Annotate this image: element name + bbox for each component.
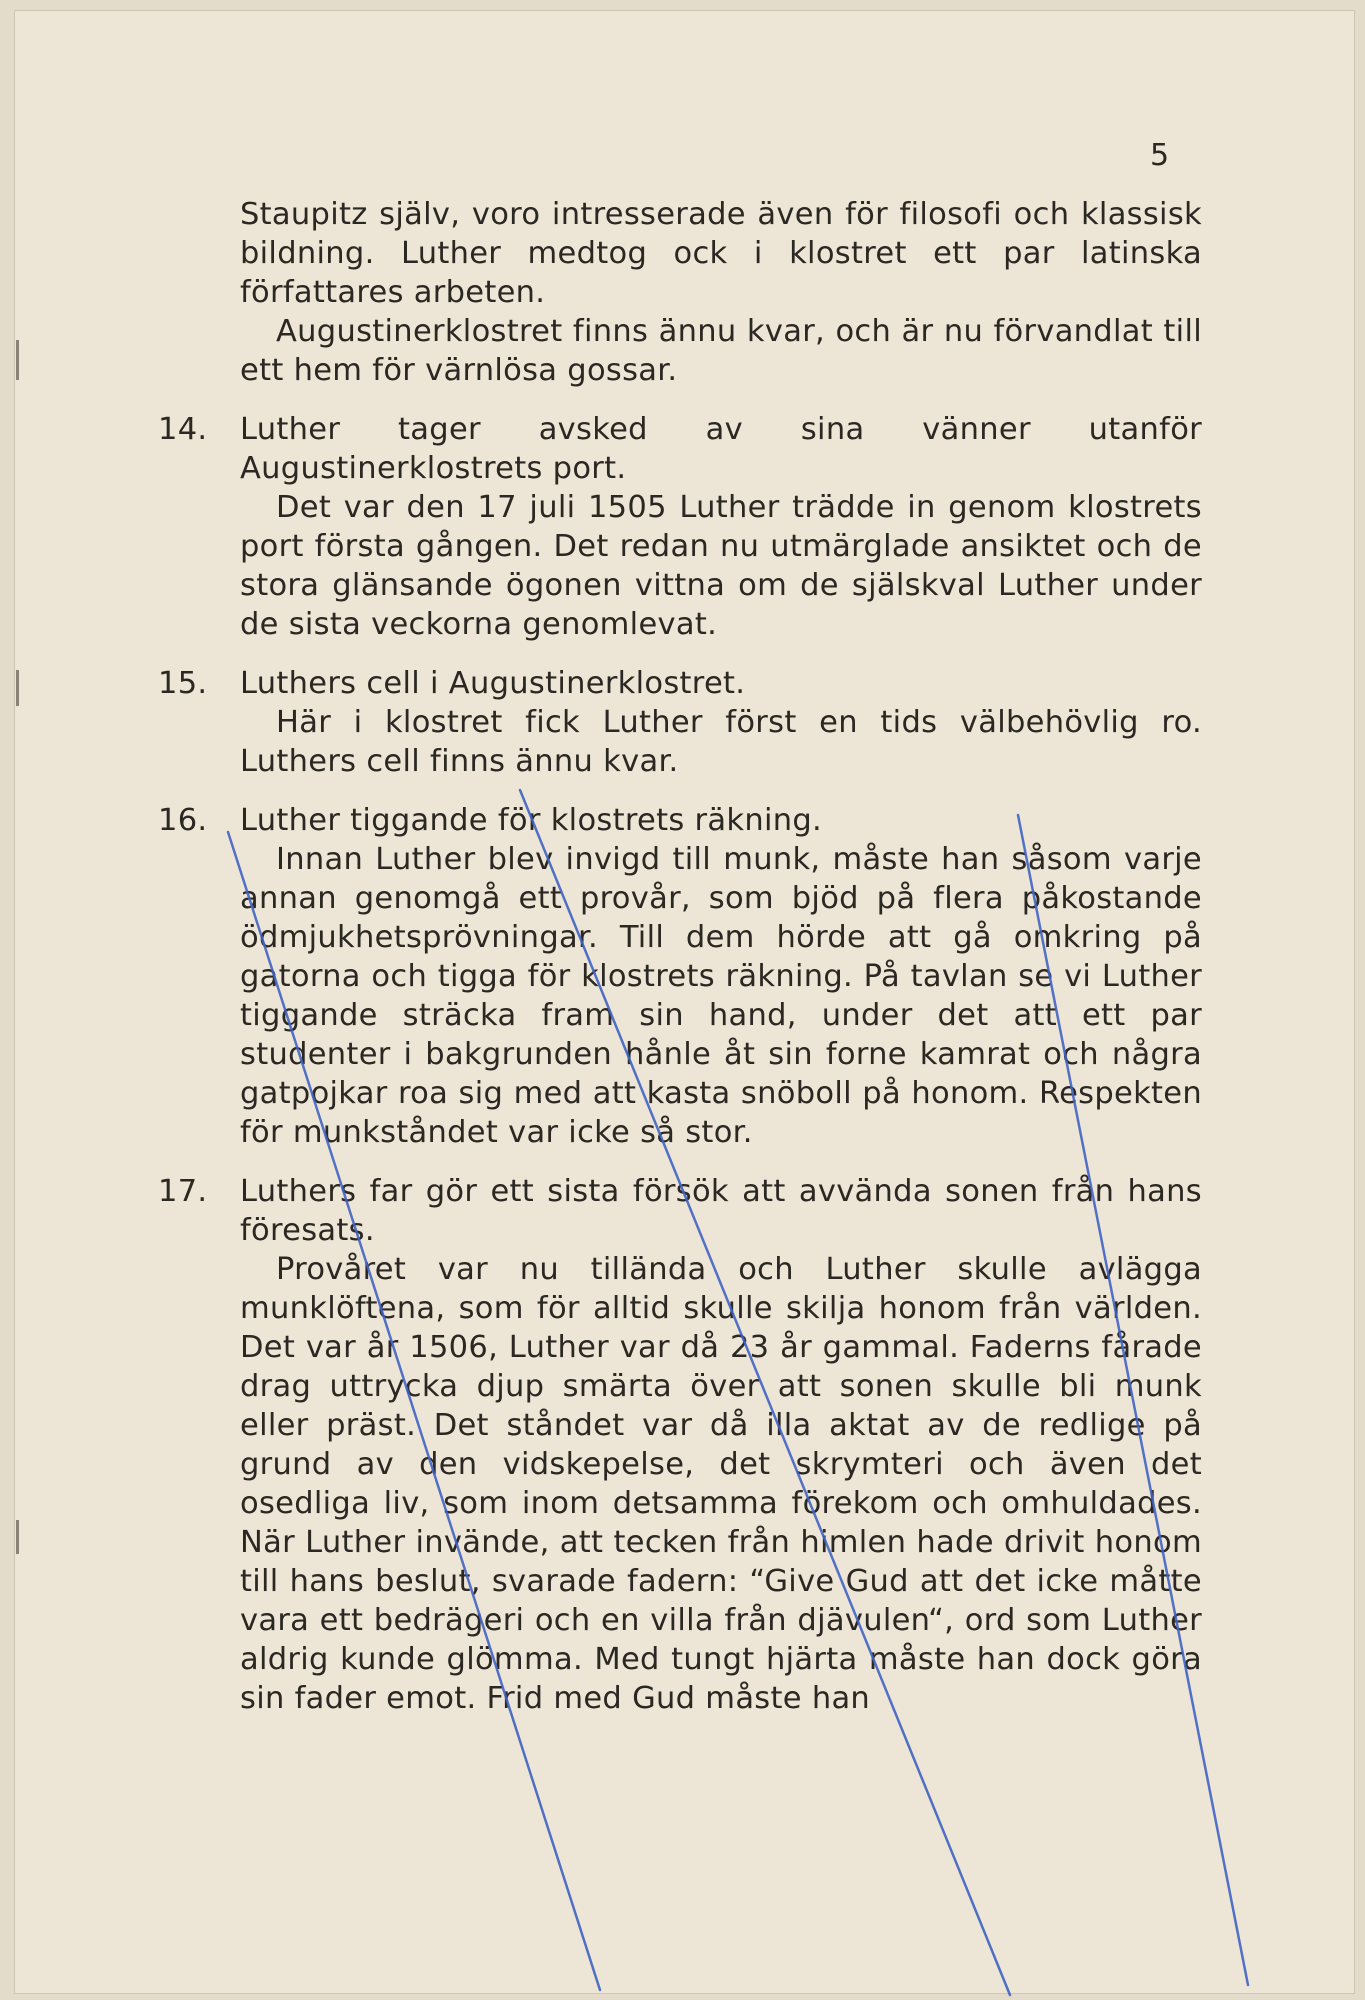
page-number: 5 [1150, 138, 1170, 173]
numbered-item [158, 664, 1202, 781]
page-text [158, 195, 1202, 1718]
item-title: Luther tiggande för klostrets räkning. [240, 803, 823, 838]
item-paragraph: Provåret var nu tillända och Luther skulle avlägga munklöftena, som för alltid skulle skilja honom från världen. Det var år 1506, Luther var då 23 år gammal. Faderns fårade drag uttrycka djup smärta över att sonen skulle bli munk eller präst. Det ståndet var då illa aktat av de redlige på grund av den vidskepelse, det skrymteri och även det osedliga liv, som inom detsamma förekom och omhuldades. När Luther invände, att tecken från himlen hade drivit honom till hans beslut, svarade fadern: “Give Gud att det icke måtte vara ett bedrägeri och en villa från djävulen“, ord som Luther aldrig kunde glömma. Med tungt hjärta måste han dock göra sin fader emot. Frid med Gud måste han [240, 1252, 1202, 1716]
item-number: 14. [158, 412, 208, 447]
item-number: 15. [158, 666, 208, 701]
intro-paragraph: Augustinerklostret finns ännu kvar, och är nu förvandlat till ett hem för värnlösa gossar. [240, 314, 1202, 388]
numbered-item [158, 1172, 1202, 1718]
item-paragraph: Här i klostret fick Luther först en tids välbehövlig ro. Luthers cell finns ännu kvar. [240, 705, 1202, 779]
margin-mark [16, 1520, 19, 1554]
item-paragraph: Det var den 17 juli 1505 Luther trädde in genom klostrets port första gången. Det redan nu utmärglade ansiktet och de stora glänsande ögonen vittna om de själskval Luther under de sista veckorna genomlevat. [240, 490, 1202, 642]
item-title: Luthers cell i Augustinerklostret. [240, 666, 746, 701]
item-title: Luthers far gör ett sista försök att avvända sonen från hans föresats. [240, 1174, 1202, 1248]
item-title: Luther tager avsked av sina vänner utanför Augustinerklostrets port. [240, 412, 1202, 486]
numbered-item [158, 410, 1202, 644]
intro-paragraph: Staupitz själv, voro intresserade även för filosofi och klassisk bildning. Luther medtog ock i klostret ett par latinska författares arbeten. [240, 197, 1202, 310]
item-number: 16. [158, 803, 208, 838]
margin-mark [16, 340, 19, 380]
margin-mark [16, 670, 19, 706]
item-number: 17. [158, 1174, 208, 1209]
numbered-item [158, 801, 1202, 1152]
item-paragraph: Innan Luther blev invigd till munk, måste han såsom varje annan genomgå ett provår, som bjöd på flera påkostande ödmjukhetsprövningar. Till dem hörde att gå omkring på gatorna och tigga för klostrets räkning. På tavlan se vi Luther tiggande sträcka fram sin hand, under det att ett par studenter i bakgrunden hånle åt sin forne kamrat och några gatpojkar roa sig med att kasta snöboll på honom. Respekten för munkståndet var icke så stor. [240, 842, 1202, 1150]
